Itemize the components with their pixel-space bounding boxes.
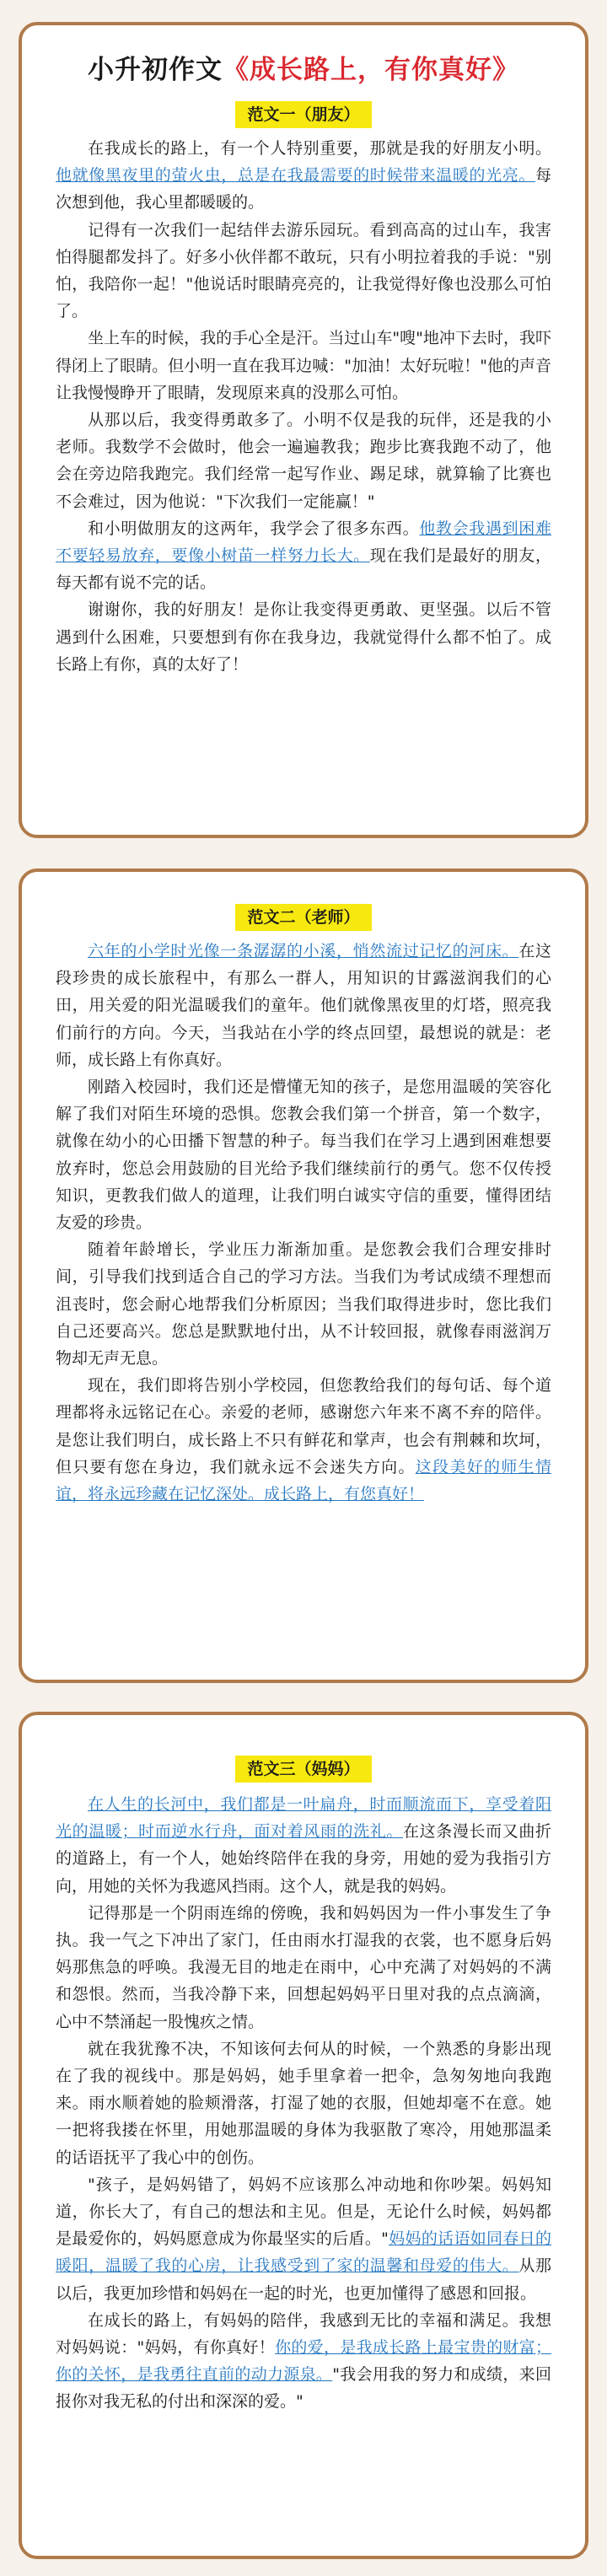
- essay-card-3: [19, 1712, 588, 2559]
- essay-1-paragraph-1: 在我成长的路上，有一个人特别重要，那就是我的好朋友小明。他就像黑夜里的萤火虫，总是在我最需要的时候带来温暖的光亮。每次想到他，我心里都暖暖的。: [56, 139, 551, 212]
- highlight-text: 他就像黑夜里的萤火虫，总是在我最需要的时候带来温暖的光亮。: [56, 166, 535, 186]
- essay-1-paragraph-4: 从那以后，我变得勇敢多了。小明不仅是我的玩伴，还是我的小老师。我数学不会做时，他会一遍遍教我；跑步比赛我跑不动了，他会在旁边陪我跑完。我们经常一起写作业、踢足球，就算输了比赛也不会难过，因为他说："下次我们一定能赢！": [56, 411, 551, 511]
- essay-1-badge: 范文一（朋友）: [235, 101, 371, 128]
- essay-1-paragraph-5: 和小明做朋友的这两年，我学会了很多东西。他教会我遇到困难不要轻易放弃，要像小树苗一样努力长大。现在我们是最好的朋友，每天都有说不完的话。: [56, 519, 551, 593]
- essay-2-paragraph-3: 随着年龄增长，学业压力渐渐加重。是您教会我们合理安排时间，引导我们找到适合自己的学习方法。当我们为考试成绩不理想而沮丧时，您会耐心地帮我们分析原因；当我们取得进步时，您比我们自己还要高兴。您总是默默地付出，从不计较回报，就像春雨滋润万物却无声无息。: [56, 1240, 551, 1369]
- essay-card-2: [19, 869, 588, 1683]
- essay-2-badge: 范文二（老师）: [235, 904, 371, 931]
- essay-1-paragraph-2: 记得有一次我们一起结伴去游乐园玩。看到高高的过山车，我害怕得腿都发抖了。好多小伙伴都不敢玩，只有小明拉着我的手说："别怕，我陪你一起！"他说话时眼睛亮亮的，让我觉得好像也没那么可怕了。: [56, 220, 551, 321]
- title-accent: 《成长路上，有你真好》: [223, 55, 519, 85]
- essay-3-paragraph-4: "孩子，是妈妈错了，妈妈不应该那么冲动地和你吵架。妈妈知道，你长大了，有自己的想法和主见。但是，无论什么时候，妈妈都是最爱你的，妈妈愿意成为你最坚实的后盾。"妈妈的话语如同春日的暖阳，温暖了我的心房，让我感受到了家的温馨和母爱的伟大。从那以后，我更加珍惜和妈妈在一起的时光，也更加懂得了感恩和回报。: [56, 2175, 551, 2303]
- highlight-text: 他教会我遇到困难不要轻易放弃，要像小树苗一样努力长大。: [56, 519, 551, 566]
- essay-3-paragraph-2: 记得那是一个阴雨连绵的傍晚，我和妈妈因为一件小事发生了争执。我一气之下冲出了家门，任由雨水打湿我的衣裳，也不愿身后妈妈那焦急的呼唤。我漫无目的地走在雨中，心中充满了对妈妈的不满和怨恨。然而，当我冷静下来，回想起妈妈平日里对我的点点滴滴，心中不禁涌起一股愧疚之情。: [56, 1903, 551, 2031]
- title-prefix: 小升初作文: [88, 55, 223, 85]
- highlight-text: 在人生的长河中，我们都是一叶扁舟，时而顺流而下，享受着阳光的温暖；时而逆水行舟，面对着风雨的洗礼。: [56, 1795, 551, 1842]
- highlight-text: 你的爱，是我成长路上最宝贵的财富；你的关怀，是我勇往直前的动力源泉。: [56, 2338, 551, 2385]
- highlight-text: 妈妈的话语如同春日的暖阳，温暖了我的心房，让我感受到了家的温馨和母爱的伟大。: [56, 2229, 551, 2276]
- highlight-text: 这段美好的师生情谊，将永远珍藏在记忆深处。成长路上，有您真好！: [56, 1457, 551, 1504]
- essay-2-paragraph-1: 六年的小学时光像一条潺潺的小溪，悄然流过记忆的河床。在这段珍贵的成长旅程中，有那么一群人，用知识的甘露滋润我们的心田，用关爱的阳光温暖我们的童年。他们就像黑夜里的灯塔，照亮我们前行的方向。今天，当我站在小学的终点回望，最想说的就是：老师，成长路上有你真好。: [56, 942, 551, 1069]
- essay-2-paragraph-4: 现在，我们即将告别小学校园，但您教给我们的每句话、每个道理都将永远铭记在心。亲爱的老师，感谢您六年来不离不弃的陪伴。是您让我们明白，成长路上不只有鲜花和掌声，也会有荆棘和坎坷，但只要有您在身边，我们就永远不会迷失方向。这段美好的师生情谊，将永远珍藏在记忆深处。成长路上，有您真好！: [56, 1376, 551, 1504]
- essay-1-paragraph-3: 坐上车的时候，我的手心全是汗。当过山车"嗖"地冲下去时，我吓得闭上了眼睛。但小明一直在我耳边喊："加油！太好玩啦！"他的声音让我慢慢睁开了眼睛，发现原来真的没那么可怕。: [56, 329, 551, 402]
- essay-1-paragraph-6: 谢谢你，我的好朋友！是你让我变得更勇敢、更坚强。以后不管遇到什么困难，只要想到有你在我身边，我就觉得什么都不怕了。成长路上有你，真的太好了！: [56, 600, 551, 674]
- page-title: [56, 54, 551, 86]
- essay-3-badge: 范文三（妈妈）: [235, 1756, 371, 1783]
- essay-3-paragraph-1: 在人生的长河中，我们都是一叶扁舟，时而顺流而下，享受着阳光的温暖；时而逆水行舟，面对着风雨的洗礼。在这条漫长而又曲折的道路上，有一个人，她始终陪伴在我的身旁，用她的爱为我指引方向，用她的关怀为我遮风挡雨。这个人，就是我的妈妈。: [56, 1795, 551, 1896]
- essay-3-paragraph-3: 就在我犹豫不决，不知该何去何从的时候，一个熟悉的身影出现在了我的视线中。那是妈妈，她手里拿着一把伞，急匆匆地向我跑来。雨水顺着她的脸颊滑落，打湿了她的衣服，但她却毫不在意。她一把将我搂在怀里，用她那温暖的身体为我驱散了寒冷，用她那温柔的话语抚平了我心中的创伤。: [56, 2039, 551, 2167]
- essay-2-paragraph-2: 刚踏入校园时，我们还是懵懂无知的孩子，是您用温暖的笑容化解了我们对陌生环境的恐惧。您教会我们第一个拼音，第一个数字，就像在幼小的心田播下智慧的种子。每当我们在学习上遇到困难想要放弃时，您总会用鼓励的目光给予我们继续前行的勇气。您不仅传授知识，更教我们做人的道理，让我们明白诚实守信的重要，懂得团结友爱的珍贵。: [56, 1078, 551, 1233]
- essay-card-1: [19, 22, 588, 838]
- highlight-text: 六年的小学时光像一条潺潺的小溪，悄然流过记忆的河床。: [88, 942, 519, 960]
- essay-3-paragraph-5: 在成长的路上，有妈妈的陪伴，我感到无比的幸福和满足。我想对妈妈说："妈妈，有你真好！你的爱，是我成长路上最宝贵的财富；你的关怀，是我勇往直前的动力源泉。"我会用我的努力和成绩，来回报你对我无私的付出和深深的爱。": [56, 2310, 551, 2412]
